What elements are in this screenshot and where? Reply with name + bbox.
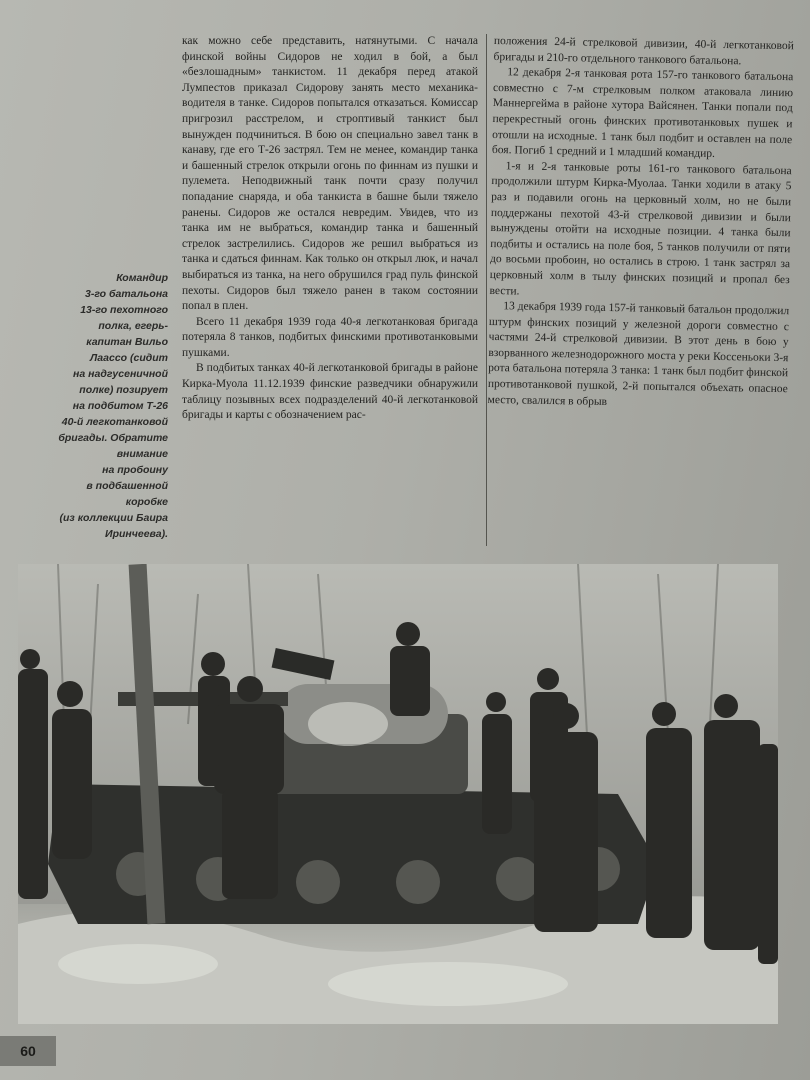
caption-line: на надгусеничной (73, 368, 168, 380)
caption-line: внимание (116, 448, 168, 460)
caption-line: на подбитом Т-26 (72, 400, 168, 412)
tank-photograph (18, 564, 778, 1024)
paragraph: Всего 11 декабря 1939 года 40-я легкотанковая бригада потеряла 8 танков, подбитых финскими противотанковыми пушками. (182, 315, 478, 359)
paragraph: 12 декабря 2-я танковая рота 157-го танкового батальона совместно с 7-м стрелковым полком атаковала линию Маннергейма в районе хутора Вайсянен. Танки попали под перекрестный огонь финских противотанковых пушек и отошли на исходные. 1 танк был подбит и оставлен на поле боя. Погиб 1 средний и 1 младший командир. (491, 66, 794, 161)
caption-line: в подбашенной (86, 480, 168, 492)
caption-line: полке) позирует (79, 384, 168, 396)
caption-line: Командир (116, 272, 168, 284)
middle-text-column (182, 34, 478, 546)
caption-line: коробке (125, 496, 168, 508)
caption-line: (из коллекции Баира (59, 512, 168, 524)
page-number: 60 (0, 1036, 56, 1066)
caption-line: на пробоину (102, 464, 168, 476)
paragraph: В подбитых танках 40-й легкотанковой бригады в районе Кирка-Муола 11.12.1939 финские разведчики обнаружили таблицу позывных всех подразделений 40-й легкотанковой бригады и карты с обозначением рас- (182, 362, 478, 422)
paragraph: положения 24-й стрелковой дивизии, 40-й легкотанковой бригады и 210-го отдельного танкового батальона. (493, 34, 794, 67)
photo-caption (8, 270, 168, 542)
caption-line: 3-го батальона (84, 288, 168, 300)
paragraph: 13 декабря 1939 года 157-й танковый батальон продолжил штурм финских позиций у железной дороги совместно с частями 24-й стрелковой дивизии. В этот день в бою у взорванного железнодорожного моста у реки Коссеньоки 3-я рота батальона потеряла 3 танка: 1 танк был подбит финской противотанковой пушкой, 2-й попытался объехать опасное место, свалился в обрыв (487, 300, 790, 408)
caption-line: Иринчеева). (105, 528, 168, 540)
caption-line: Лаассо (сидит (89, 352, 168, 364)
paragraph: 1-я и 2-я танковые роты 161-го танкового батальона продолжили штурм Кирка-Муолаа. Танки ходили в атаку 5 раз и подавили огонь на церковный холм, но не были поддержаны пехотой 43-й стрелковой дивизии и были вынуждены отойти на исходные позиции. 4 танка были подбиты и остались на поле боя, 5 танков получили от пяти до восьми пробоин, но остались в строю. 1 танк застрял за церковный холм в тылу финских позиций и пропал без вести. (489, 159, 792, 297)
caption-line: капитан Вильо (86, 336, 168, 348)
paragraph: как можно себе представить, натянутыми. С начала финской войны Сидоров не ходил в бой, а был «безлошадным» танкистом. 11 декабря перед атакой Лумпестов приказал Сидорову занять место механика-водителя в танке. Сидоров попытался отказаться. Комиссар пригрозил расстрелом, и строптивый танкист был вынужден подчиниться. В бою он специально завел танк в канаву, где его Т-26 застрял. Тем не менее, командир танка и башенный стрелок открыли огонь по финнам из пушки и пулемета. Неподвижный танк почти сразу получил попадание снаряда, и оба танкиста в башне были тяжело ранены. Сидоров же остался невредим. Увидев, что из танка им не выбраться, командир танка и башенный стрелок застрелились. Сидоров же решил выбраться из танка и сдаться финнам. Как только он открыл люк, и начал выбираться из танка, на него обрушился град пуль финской пехоты. Сидоров был тяжело ранен в таком состоянии попал в плен. (182, 35, 478, 313)
caption-line: полка, егерь- (98, 320, 168, 332)
caption-line: 13-го пехотного (80, 304, 168, 316)
caption-line: 40-й легкотанковой (61, 416, 168, 428)
caption-line: бригады. Обратите (58, 432, 168, 444)
right-text-column (485, 34, 794, 551)
